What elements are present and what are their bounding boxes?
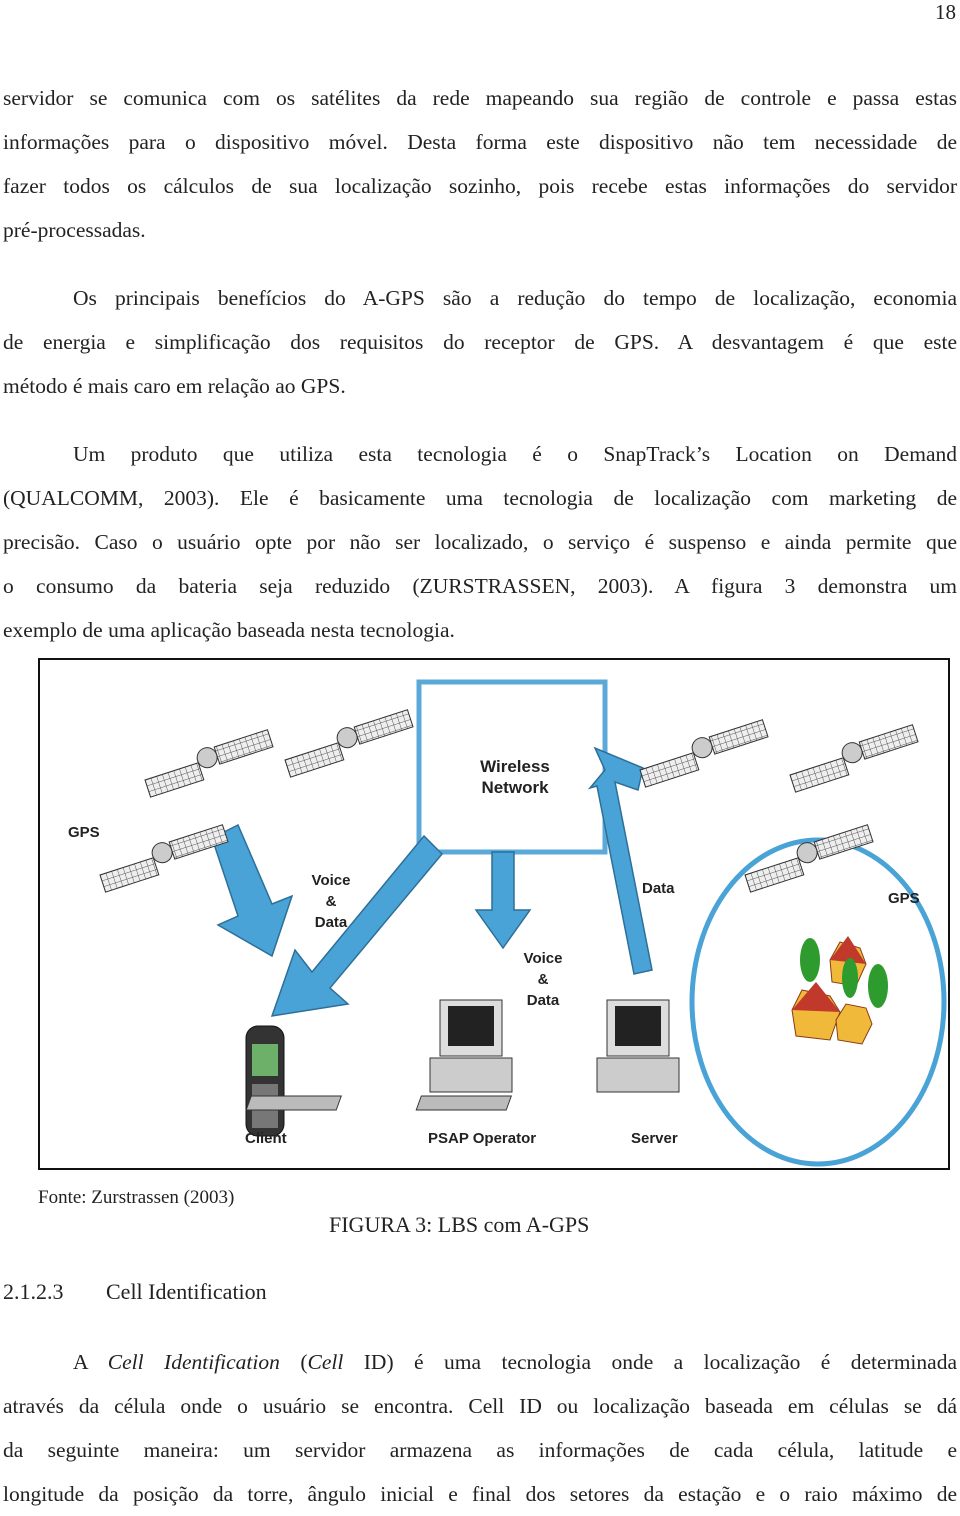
paragraph-4: [3, 1340, 957, 1516]
network-label-line: Network: [481, 778, 549, 797]
houses-icon: [792, 936, 888, 1044]
figure-source: Fonte: Zurstrassen (2003): [38, 1187, 235, 1208]
psap-operator-label: PSAP Operator: [428, 1130, 537, 1147]
text-line: de energia e simplificação dos requisitos do receptor de GPS. A desvantagem é que este: [3, 330, 957, 354]
arrow-network-server: [590, 748, 652, 974]
data-arrow-label: Data: [642, 880, 675, 897]
text-line: método é mais caro em relação ao GPS.: [3, 374, 346, 398]
text-line: informações para o dispositivo móvel. Desta forma este dispositivo não tem necessidade de: [3, 130, 957, 154]
gps-left-label: GPS: [68, 824, 100, 841]
voice-data-left-label: [306, 870, 356, 933]
italic-term: Cell: [307, 1350, 344, 1374]
text-line: o consumo da bateria seja reduzido (ZURSTRASSEN, 2003). A figura 3 demonstra um: [3, 574, 957, 598]
page-number: 18: [935, 0, 956, 24]
section-title: Cell Identification: [106, 1279, 267, 1304]
text-line: longitude da posição da torre, ângulo inicial e final dos setores da estação e o raio máximo de: [3, 1482, 957, 1506]
server-label: Server: [631, 1130, 678, 1147]
text-line: pré-processadas.: [3, 218, 146, 242]
text-line: (QUALCOMM, 2003). Ele é basicamente uma tecnologia de localização com marketing de: [3, 486, 957, 510]
italic-term: Cell Identification: [107, 1350, 280, 1374]
paragraph-1: [3, 76, 957, 252]
text-line: exemplo de uma aplicação baseada nesta tecnologia.: [3, 618, 455, 642]
client-label: Client: [245, 1130, 287, 1147]
ampersand-label: &: [537, 971, 549, 988]
voice-label: Voice: [523, 950, 563, 967]
paragraph-3: [3, 432, 957, 652]
text-line: fazer todos os cálculos de sua localização sozinho, pois recebe estas informações do servidor: [3, 174, 957, 198]
psap-computer-icon: [246, 1000, 512, 1110]
arrow-gps-to-client: [212, 825, 292, 956]
wireless-label-line: Wireless: [480, 757, 550, 776]
text-run: (: [279, 1350, 308, 1374]
ampersand-label: &: [325, 893, 337, 910]
data-label: Data: [314, 914, 348, 931]
cell-phone-icon: [246, 1026, 284, 1136]
arrow-network-psap: [476, 852, 530, 948]
text-line: [3, 1340, 957, 1384]
wireless-network-label: [465, 756, 565, 798]
text-run: A: [73, 1350, 108, 1374]
paragraph-2: [3, 276, 957, 408]
figure-lbs-agps: [38, 658, 950, 1170]
text-line: servidor se comunica com os satélites da rede mapeando sua região de controle e passa estas: [3, 86, 957, 110]
diagram-illustration: [40, 660, 948, 1168]
text-line: Um produto que utiliza esta tecnologia é o SnapTrack’s Location on Demand: [73, 442, 957, 466]
arrow-client-network: [272, 836, 442, 1016]
text-run: ID) é uma tecnologia onde a localização é determinada: [343, 1350, 957, 1374]
text-line: precisão. Caso o usuário opte por não ser localizado, o serviço é suspenso e ainda permite que: [3, 530, 957, 554]
voice-label: Voice: [311, 872, 351, 889]
figure-caption: FIGURA 3: LBS com A-GPS: [329, 1212, 590, 1237]
section-number: 2.1.2.3: [3, 1279, 64, 1304]
text-line: da seguinte maneira: um servidor armazena as informações de cada célula, latitude e: [3, 1438, 957, 1462]
gps-right-label: GPS: [888, 890, 920, 907]
text-line: através da célula onde o usuário se encontra. Cell ID ou localização baseada em células se dá: [3, 1394, 957, 1418]
section-heading: [3, 1279, 267, 1305]
voice-data-mid-label: [518, 948, 568, 1011]
data-label: Data: [526, 992, 560, 1009]
text-line: Os principais benefícios do A-GPS são a redução do tempo de localização, economia: [73, 286, 957, 310]
